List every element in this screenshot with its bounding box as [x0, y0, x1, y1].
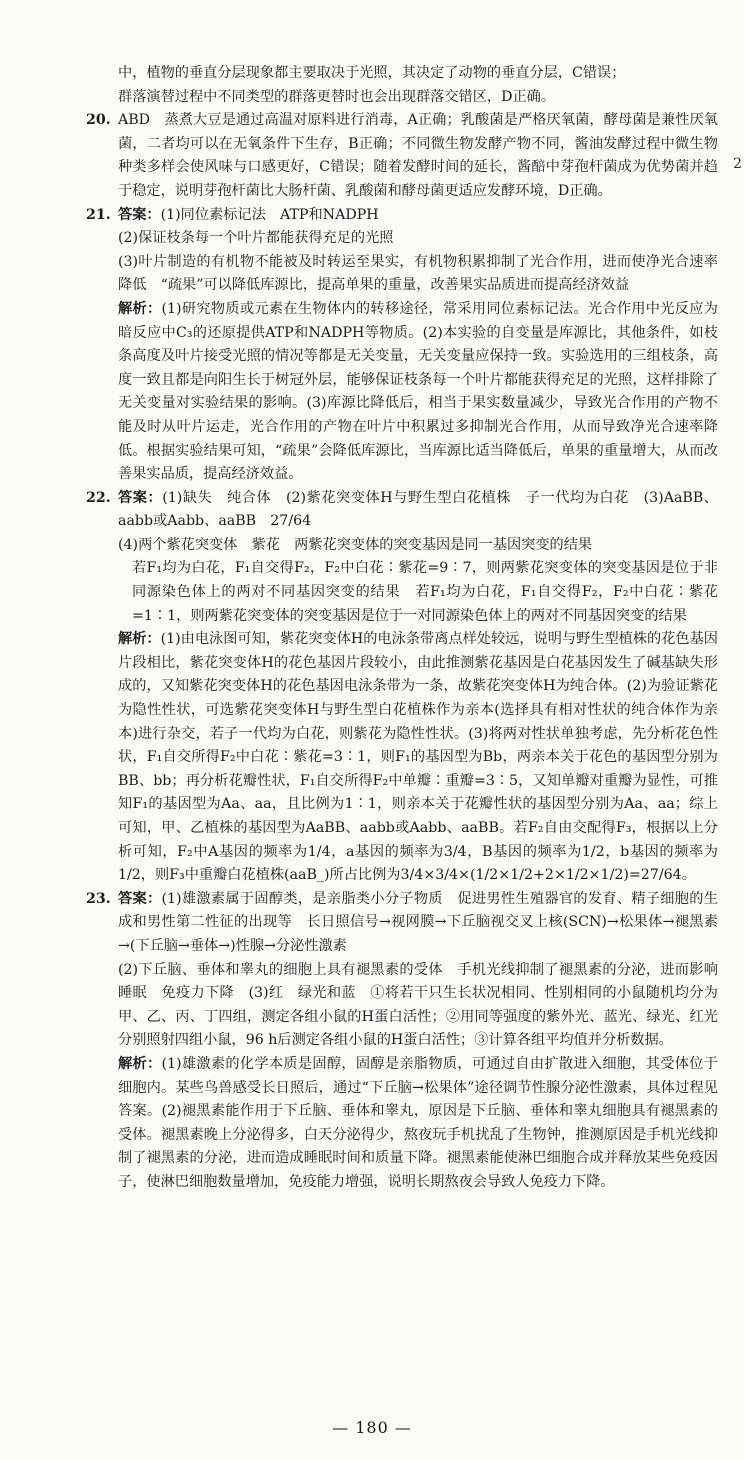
question-20	[86, 109, 718, 203]
answer-line-23-1: 答案：(1)雄激素属于固醇类，是亲脂类小分子物质 促进男性生殖器官的发育、精子细胞的生成和男性第二性征的出现等 长日照信号→视网膜→下丘脑视交叉上核(SCN)→松果体→褪黑素→(下丘脑→垂体→)性腺→分泌性激素	[118, 890, 718, 954]
answer-label: 答案：	[118, 489, 163, 506]
answer-line-21-1: 答案：(1)同位素标记法 ATP和NADPH	[118, 206, 379, 223]
analysis-label: 解析：	[118, 1055, 162, 1072]
question-number-23: 23.	[86, 890, 111, 907]
answer-line-22-3: 若F₁均为白花，F₁自交得F₂，F₂中白花∶紫花=9∶7，则两紫花突变体的突变基因是位于非同源染色体上的两对不同基因突变的结果 若F₁均为白花，F₁自交得F₂，F₂中白花∶紫花=1∶1，则两紫花突变体的突变基因是位于一对同源染色体上的两对不同基因突变的结果	[132, 560, 718, 624]
analysis-23: 解析：(1)雄激素的化学本质是固醇，固醇是亲脂物质，可通过自由扩散进入细胞，其受体位于细胞内。某些鸟兽感受长日照后，通过“下丘脑→松果体”途径调节性腺分泌性激素，具体过程见答案。(2)褪黑素能作用于下丘脑、垂体和睾丸，原因是下丘脑、垂体和睾丸细胞具有褪黑素的受体。褪黑素晚上分泌得多，白天分泌得少，熬夜玩手机扰乱了生物钟，推测原因是手机光线抑制了褪黑素的分泌，进而造成睡眠时间和质量下降。褪黑素能使淋巴细胞合成并释放某些免疫因子，使淋巴细胞数量增加，免疫能力增强，说明长期熬夜会导致人免疫力下降。	[118, 1055, 718, 1190]
answer-label: 答案：	[118, 206, 161, 223]
continued-line-1: 中，植物的垂直分层现象都主要取决于光照，其决定了动物的垂直分层，C错误；	[118, 65, 626, 81]
page-number: — 180 —	[332, 1418, 412, 1437]
answer-line-23-2: (2)下丘脑、垂体和睾丸的细胞上具有褪黑素的受体 手机光线抑制了褪黑素的分泌，进而影响睡眠 免疫力下降 (3)红 绿光和蓝 ①将若干只生长状况相同、性别相同的小鼠随机均分为甲、乙、丙、丁四组，测定各组小鼠的H蛋白活性；②用同等强度的紫外光、蓝光、绿光、红光分别照射四组小鼠，96 h后测定各组小鼠的H蛋白活性；③计算各组平均值并分析数据。	[118, 961, 718, 1049]
answer-label: 答案：	[118, 890, 162, 907]
question-number-21: 21.	[86, 206, 111, 223]
answer-line-21-2: (2)保证枝条每一个叶片都能获得充足的光照	[118, 230, 394, 247]
question-22	[86, 487, 718, 888]
analysis-label: 解析：	[118, 300, 162, 317]
answer-line-22-1: 答案：(1)缺失 纯合体 (2)紫花突变体H与野生型白花植株 子一代均为白花 (3)AaBB、aabb或Aabb、aaBB 27/64	[118, 489, 718, 530]
answer-line-22-2: (4)两个紫花突变体 紫花 两紫花突变体的突变基因是同一基因突变的结果	[118, 536, 593, 553]
analysis-22: 解析：(1)由电泳图可知，紫花突变体H的电泳条带离点样处较远，说明与野生型植株的花色基因片段相比，紫花突变体H的花色基因片段较小，由此推测紫花基因是白花基因发生了碱基缺失形成的，又知紫花突变体H的花色基因电泳条带为一条，故紫花突变体H为纯合体。(2)为验证紫花为隐性性状，可选紫花突变体H与野生型白花植株作为亲本(选择具有相对性状的纯合体作为亲本)进行杂交，若子一代均为白花，则紫花为隐性性状。(3)将两对性状单独考虑，先分析花色性状，F₁自交所得F₂中白花∶紫花=3∶1，则F₁的基因型为Bb，两亲本关于花色的基因型分别为BB、bb；再分析花瓣性状，F₁自交所得F₂中单瓣∶重瓣=3∶5，又知单瓣对重瓣为显性，可推知F₁的基因型为Aa、aa，且比例为1∶1，则亲本关于花瓣性状的基因型分别为Aa、aa；综上可知，甲、乙植株的基因型为AaBB、aabb或Aabb、aaBB。若F₂自由交配得F₃，根据以上分析可知，F₂中A基因的频率为1/4，a基因的频率为3/4，B基因的频率为1/2，b基因的频率为1/2，则F₃中重瓣白花植株(aaB_)所占比例为3/4×3/4×(1/2×1/2+2×1/2×1/2)=27/64。	[118, 631, 718, 884]
question-number-20: 20.	[86, 112, 111, 129]
question-21	[86, 204, 718, 487]
answer-line-21-3: (3)叶片制造的有机物不能被及时转运至果实，有机物积累抑制了光合作用，进而使净光合速率降低 “疏果”可以降低库源比，提高单果的重量，改善果实品质进而提高经济效益	[118, 253, 718, 294]
page-content	[86, 62, 718, 1195]
analysis-label: 解析：	[118, 631, 161, 648]
edge-mark: 2	[733, 156, 742, 172]
analysis-21: 解析：(1)研究物质或元素在生物体内的转移途径，常采用同位素标记法。光合作用中光反应为暗反应中C₃的还原提供ATP和NADPH等物质。(2)本实验的自变量是库源比，其他条件，如枝条高度及叶片接受光照的情况等都是无关变量，无关变量应保持一致。实验选用的三组枝条，高度一致且都是向阳生长于树冠外层，能够保证枝条每一个叶片都能获得充足的光照，这样排除了无关变量对实验结果的影响。(3)库源比降低后，相当于果实数量减少，导致光合作用的产物不能及时从叶片运走，光合作用的产物在叶片中积累过多抑制光合作用，从而导致净光合速率降低。根据实验结果可知，“疏果”会降低库源比，当库源比适当降低后，单果的重量增大，从而改善果实品质，提高经济效益。	[118, 300, 718, 483]
question-23	[86, 888, 718, 1195]
continued-line-2: 群落演替过程中不同类型的群落更替时也会出现群落交错区，D正确。	[118, 88, 556, 105]
question-number-22: 22.	[86, 489, 111, 506]
answer-text-20: ABD 蒸煮大豆是通过高温对原料进行消毒，A正确；乳酸菌是严格厌氧菌，酵母菌是兼性厌氧菌，二者均可以在无氧条件下生存，B正确；不同微生物发酵产物不同，酱油发酵过程中微生物种类多样会使风味与口感更好，C错误；随着发酵时间的延长，酱醅中芽孢杆菌成为优势菌并趋于稳定，说明芽孢杆菌比大肠杆菌、乳酸菌和酵母菌更适应发酵环境，D正确。	[118, 112, 718, 199]
